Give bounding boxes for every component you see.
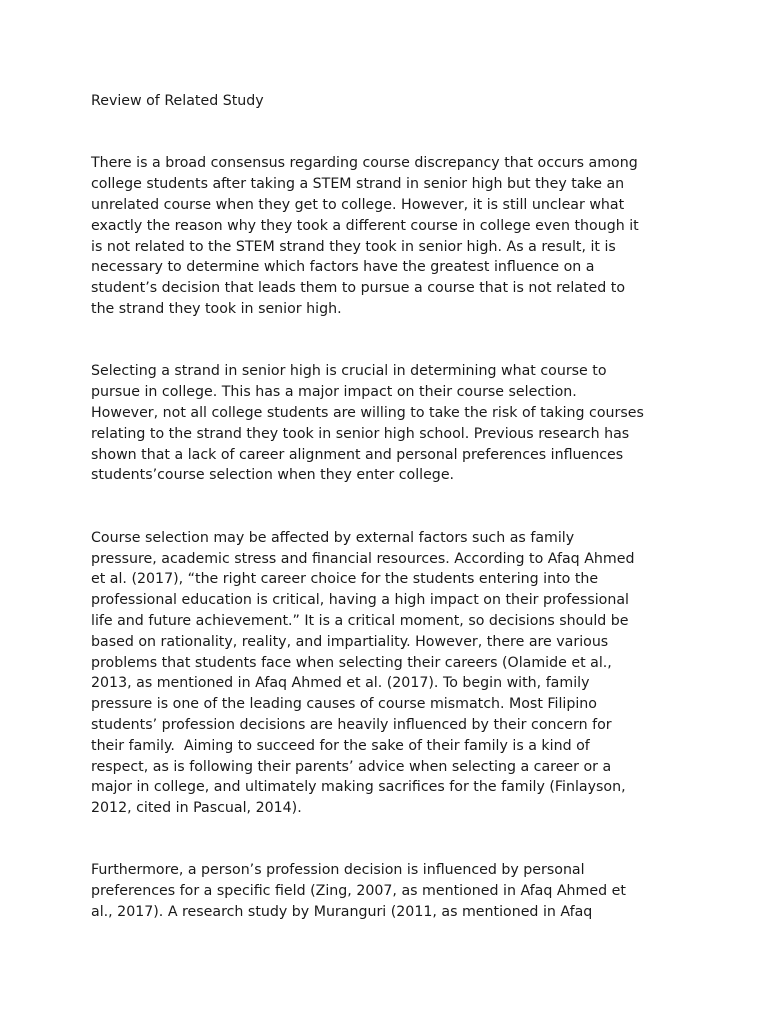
paragraph-line: respect, as is following their parents’ advice when selecting a career or a <box>91 758 612 775</box>
paragraph-line: is not related to the STEM strand they took in senior high. As a result, it is <box>91 238 616 255</box>
document-body <box>91 91 691 923</box>
paragraph-line: their family. Aiming to succeed for the sake of their family is a kind of <box>91 737 590 754</box>
paragraph-line: necessary to determine which factors have the greatest influence on a <box>91 259 595 276</box>
paragraph-line: major in college, and ultimately making sacrifices for the family (Finlayson, <box>91 779 626 796</box>
paragraph-line: professional education is critical, having a high impact on their professional <box>91 592 629 609</box>
paragraph-3 <box>91 528 691 819</box>
paragraph-line: Selecting a strand in senior high is crucial in determining what course to <box>91 363 607 380</box>
paragraph-line: shown that a lack of career alignment and personal preferences influences <box>91 446 624 463</box>
paragraph-line: preferences for a specific field (Zing, 2007, as mentioned in Afaq Ahmed et <box>91 883 626 900</box>
paragraph-line: life and future achievement.” It is a critical moment, so decisions should be <box>91 612 629 629</box>
paragraph-line: exactly the reason why they took a different course in college even though it <box>91 217 639 234</box>
paragraph-line: 2013, as mentioned in Afaq Ahmed et al. (2017). To begin with, family <box>91 675 590 692</box>
paragraph-2 <box>91 361 691 486</box>
paragraph-line: However, not all college students are willing to take the risk of taking courses <box>91 404 644 421</box>
paragraph-line: 2012, cited in Pascual, 2014). <box>91 800 302 817</box>
paragraph-line: Furthermore, a person’s profession decision is influenced by personal <box>91 862 585 879</box>
paragraph-line: Course selection may be affected by external factors such as family <box>91 529 575 546</box>
document-title: Review of Related Study <box>91 93 264 109</box>
paragraph-line: pressure is one of the leading causes of course mismatch. Most Filipino <box>91 696 597 713</box>
paragraph-line: pressure, academic stress and financial resources. According to Afaq Ahmed <box>91 550 635 567</box>
paragraph-line: problems that students face when selecting their careers (Olamide et al., <box>91 654 612 671</box>
paragraph-line: et al. (2017), “the right career choice for the students entering into the <box>91 571 599 588</box>
paragraph-line: the strand they took in senior high. <box>91 300 342 317</box>
paragraph-1 <box>91 153 691 319</box>
paragraph-line: relating to the strand they took in senior high school. Previous research has <box>91 425 630 442</box>
paragraph-line: based on rationality, reality, and impartiality. However, there are various <box>91 633 609 650</box>
paragraph-line: college students after taking a STEM strand in senior high but they take an <box>91 176 625 193</box>
paragraph-line: students’course selection when they enter college. <box>91 467 455 484</box>
paragraph-line: student’s decision that leads them to pursue a course that is not related to <box>91 280 626 297</box>
paragraph-line: There is a broad consensus regarding course discrepancy that occurs among <box>91 155 638 172</box>
paragraph-line: unrelated course when they get to college. However, it is still unclear what <box>91 196 625 213</box>
paragraph-line: students’ profession decisions are heavily influenced by their concern for <box>91 716 612 733</box>
paragraph-4 <box>91 860 691 922</box>
paragraph-line: al., 2017). A research study by Muranguri (2011, as mentioned in Afaq <box>91 904 593 921</box>
paragraph-line: pursue in college. This has a major impact on their course selection. <box>91 384 577 401</box>
